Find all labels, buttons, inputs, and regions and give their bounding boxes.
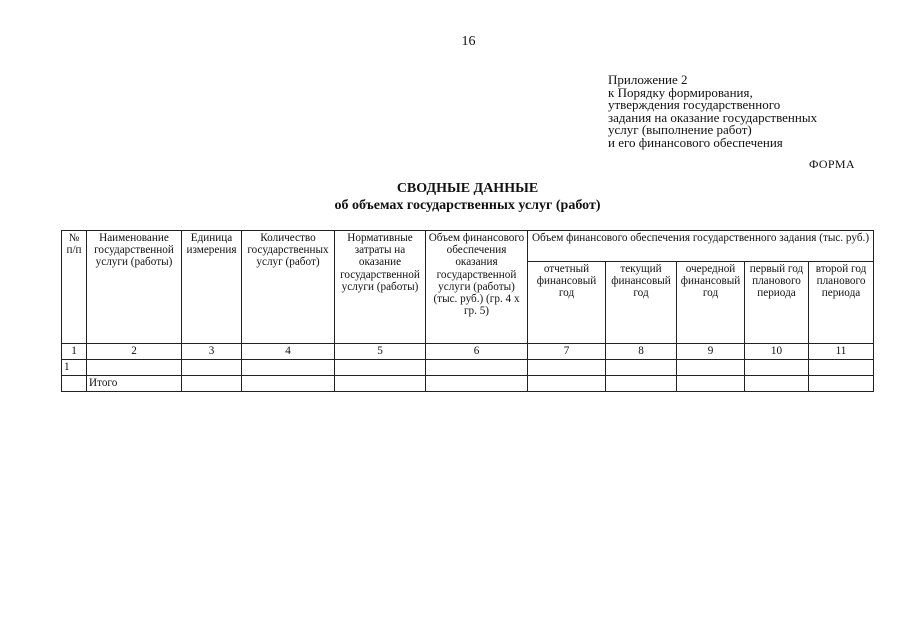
appendix-line: и его финансового обеспечения: [608, 134, 783, 150]
header-current-year: текущий финансовый год: [606, 261, 677, 343]
summary-table: [61, 230, 874, 392]
appendix-line: Приложение 2: [608, 72, 688, 87]
column-number: 4: [242, 344, 335, 360]
empty-cell: [809, 376, 874, 392]
empty-cell: [745, 376, 809, 392]
form-label: ФОРМА: [809, 157, 855, 171]
row-number-cell: [62, 376, 87, 392]
column-number: 3: [182, 344, 242, 360]
empty-cell: [335, 376, 426, 392]
total-label: Итого: [87, 376, 182, 392]
numbering-row: [62, 344, 874, 360]
column-number: 6: [426, 344, 528, 360]
header-unit: Единица измерения: [182, 231, 242, 344]
empty-cell: [745, 360, 809, 376]
header-next-year: очередной финансовый год: [677, 261, 745, 343]
column-number: 8: [606, 344, 677, 360]
page-number: 16: [461, 34, 476, 49]
column-number: 5: [335, 344, 426, 360]
empty-cell: [242, 376, 335, 392]
table-row: [62, 360, 874, 376]
row-name-cell: [87, 360, 182, 376]
empty-cell: [335, 360, 426, 376]
empty-cell: [182, 376, 242, 392]
empty-cell: [677, 376, 745, 392]
header-service-name: Наименование государственной услуги (работы): [87, 231, 182, 344]
empty-cell: [606, 376, 677, 392]
header-group-financing: Объем финансового обеспечения государственного задания (тыс. руб.): [528, 231, 874, 262]
appendix-line: к Порядку формирования,: [608, 84, 753, 100]
empty-cell: [528, 360, 606, 376]
appendix-line: задания на оказание государственных: [608, 109, 818, 125]
header-first-planning-year: первый год планового периода: [745, 261, 809, 343]
column-number: 7: [528, 344, 606, 360]
empty-cell: [528, 376, 606, 392]
header-row-1: [62, 231, 874, 262]
title-line-1: СВОДНЫЕ ДАННЫЕ: [396, 181, 539, 196]
empty-cell: [426, 376, 528, 392]
header-reporting-year: отчетный финансовый год: [528, 261, 606, 343]
appendix-line: утверждения государственного: [608, 97, 781, 113]
header-quantity: Количество государственных услуг (работ): [242, 231, 335, 344]
column-number: 2: [87, 344, 182, 360]
header-financial-volume: Объем финансового обеспечения оказания государственной услуги (работы) (тыс. руб.) (гр. 4 х гр. 5): [426, 231, 528, 344]
empty-cell: [606, 360, 677, 376]
appendix-line: услуг (выполнение работ): [608, 122, 752, 138]
empty-cell: [426, 360, 528, 376]
column-number: 1: [62, 344, 87, 360]
summary-table-wrapper: [61, 230, 874, 392]
row-number-cell: 1: [62, 360, 87, 376]
document-title: [0, 180, 905, 214]
header-second-planning-year: второй год планового периода: [809, 261, 874, 343]
column-number: 10: [745, 344, 809, 360]
header-number: № п/п: [62, 231, 87, 344]
appendix-block: [608, 74, 898, 150]
empty-cell: [182, 360, 242, 376]
column-number: 9: [677, 344, 745, 360]
header-normative-costs: Нормативные затраты на оказание государственной услуги (работы): [335, 231, 426, 344]
column-number: 11: [809, 344, 874, 360]
title-line-2: об объемах государственных услуг (работ): [334, 198, 601, 213]
empty-cell: [809, 360, 874, 376]
empty-cell: [242, 360, 335, 376]
table-row-total: [62, 376, 874, 392]
empty-cell: [677, 360, 745, 376]
